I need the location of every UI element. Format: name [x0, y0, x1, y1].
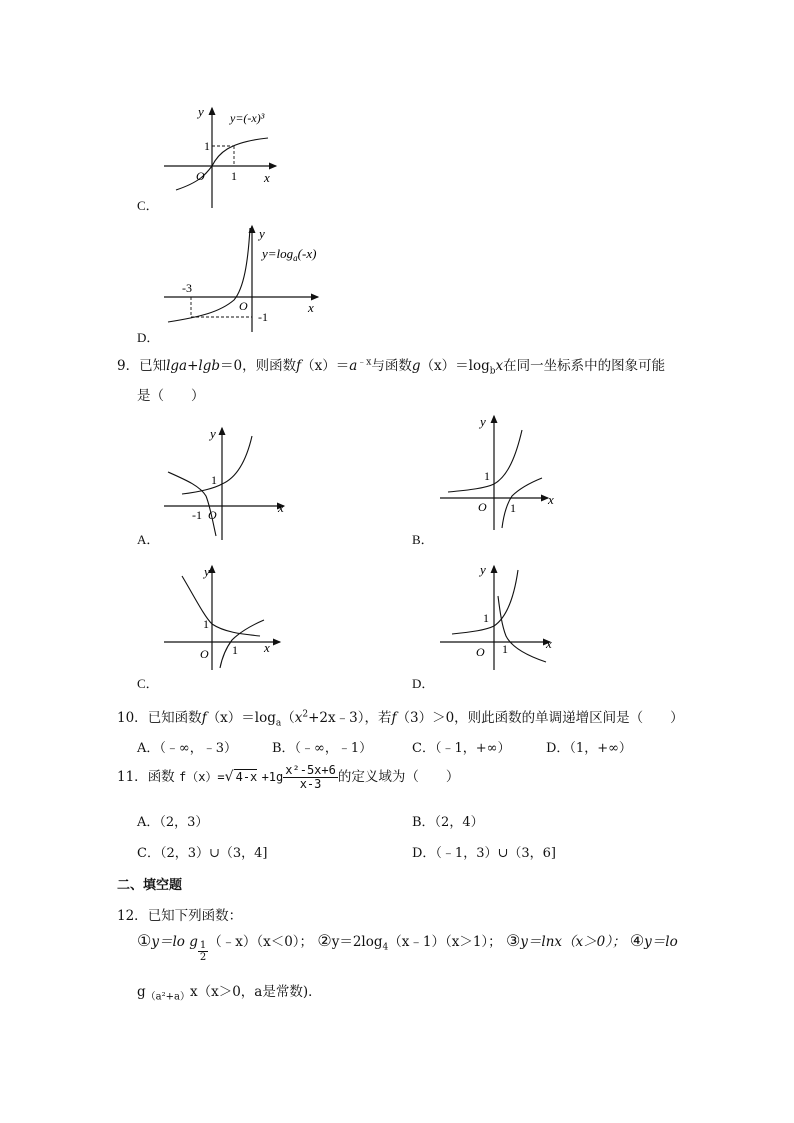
tick-1: 1 — [211, 473, 217, 487]
x-axis-label: x — [308, 300, 314, 315]
x-axis-label: x — [264, 640, 270, 655]
tick-1-y: 1 — [483, 611, 489, 625]
section-title: 二、填空题 — [117, 878, 183, 893]
circle-3: ③ — [505, 931, 521, 950]
origin-label: O — [200, 647, 209, 661]
curve — [168, 228, 250, 322]
origin-label: O — [478, 500, 487, 514]
log-curve — [502, 478, 542, 528]
q12-choices-line: ①y＝lo g $\frac{1}{2}$ （﹣x）（x＜0）； $②y=2\log_4(x﹣1)(x>1)$； ③y＝lnx（x＞0）； ④y＝lo — [137, 931, 678, 963]
x-axis-label: x — [548, 492, 554, 507]
q11-option-b[interactable]: B．（2，4） — [412, 815, 484, 830]
q10-option-b[interactable]: B．（﹣∞，﹣1） — [272, 741, 373, 756]
q9-stem-line2: 是（ ） — [137, 388, 205, 404]
q9-option-b-label: B． — [412, 532, 434, 547]
circle-1: ① — [137, 931, 152, 950]
function-label: y=(-x)³ — [230, 111, 265, 125]
q10-option-d[interactable]: D．（1，+∞） — [546, 741, 632, 756]
exp-curve — [182, 576, 260, 636]
tick-neg3: -3 — [182, 281, 192, 295]
q12-stem: 12．已知下列函数： — [117, 908, 243, 924]
y-axis-label: y — [204, 564, 210, 579]
q9-graph-b — [436, 412, 566, 532]
x-axis-label: x — [278, 500, 284, 515]
exp-curve — [182, 436, 252, 494]
q9-graph-a — [160, 422, 300, 542]
y-axis-label: y — [198, 104, 204, 119]
tick-1-x: 1 — [510, 501, 516, 515]
q10-option-a[interactable]: A．（﹣∞，﹣3） — [137, 741, 237, 756]
q11-option-a[interactable]: A．（2，3） — [137, 815, 209, 830]
q9-stem: 9．已知lga+lgb＝0，则函数$f(x)=a^{﹣x}$与函数$g(x)=\log_bx$在同一坐标系中的图象可能 — [117, 357, 666, 377]
tick-1-x: 1 — [231, 169, 237, 183]
y-axis-label: y — [480, 562, 486, 577]
origin-label: O — [476, 645, 485, 659]
origin-label: O — [239, 299, 248, 313]
q9-graph-c — [160, 562, 300, 672]
q11-fraction: $\frac{\text{x²-5x+6}}{x-3}$ — [285, 763, 336, 792]
q8-option-c-label: C． — [137, 198, 159, 213]
log-curve — [220, 620, 264, 668]
q10-option-c[interactable]: C．（﹣1，+∞） — [412, 741, 511, 756]
origin-label: O — [196, 169, 205, 183]
y-axis-label: y — [259, 226, 265, 241]
tick-neg1: -1 — [258, 310, 268, 324]
circle-2: ② — [317, 931, 332, 950]
q9-option-c-label: C． — [137, 676, 159, 691]
q12-half-fraction: $\frac{1}{2}$ — [199, 940, 207, 963]
circle-4: ④ — [629, 931, 645, 950]
q11-stem: 11．函数 f（x）=√ 4-x +1g $\frac{\text{x²-5x+6}}{x-3}$ 的定义域为（ ） — [117, 763, 460, 792]
q8-graph-c — [160, 102, 290, 210]
q9-option-a-label: A． — [137, 532, 160, 547]
q8-option-d-label: D． — [137, 330, 160, 345]
q8-graph-d — [160, 222, 330, 334]
tick-1-y: 1 — [204, 139, 210, 153]
tick-1-y: 1 — [203, 617, 209, 631]
q9-graph-d — [436, 562, 566, 672]
tick-1-y: 1 — [484, 469, 490, 483]
log-curve — [168, 472, 216, 536]
origin-label: O — [208, 508, 217, 522]
y-axis-label: y — [210, 426, 216, 441]
q11-option-c[interactable]: C．（2，3）∪（3，4] — [137, 846, 268, 861]
tick-1-x: 1 — [232, 643, 238, 657]
q12-line3: $g_{(a^2+a)}x(x>0$，a是常数)． — [137, 984, 322, 1003]
tick-1-x: 1 — [502, 642, 508, 656]
q9-option-d-label: D． — [412, 676, 435, 691]
x-axis-label: x — [264, 170, 270, 185]
q11-option-d[interactable]: D．（﹣1，3）∪（3，6] — [412, 846, 556, 861]
function-label: $y=\log_a(-x)$ — [262, 246, 317, 263]
y-axis-label: y — [480, 414, 486, 429]
x-axis-label: x — [546, 636, 552, 651]
q10-stem: 10．已知函数$f(x)=\log_a(x^2+2x﹣3)$，若f（3）＞0，则此函数的单调递增区间是（ ） — [117, 709, 684, 729]
tick-neg1: -1 — [192, 508, 202, 522]
